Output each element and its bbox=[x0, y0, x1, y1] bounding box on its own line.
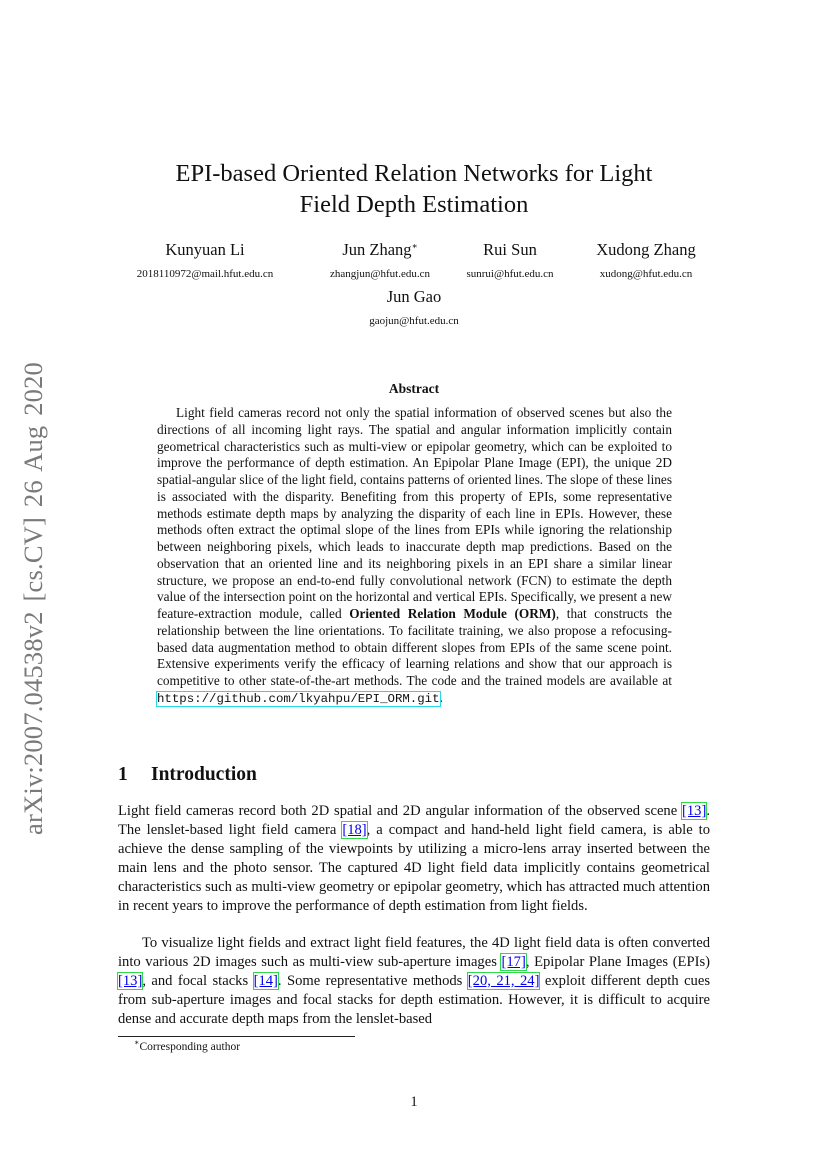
author-name: Kunyuan Li bbox=[165, 240, 245, 259]
abstract-heading: Abstract bbox=[388, 381, 440, 396]
abstract-text: Light field cameras record not only the spatial information of observed scenes but also the directions of all incoming light rays. The spatial and angular information implicitly contain geometrical characteristics such as multi-view or epipolar geometry, which can be exploited to improve the performance of depth estimation. An Epipolar Plane Image (EPI), the unique 2D spatial-angular slice of the light field, contains patterns of oriented lines. The slope of these lines is associated with the disparity. Benefiting from this property of EPIs, some representative methods estimate depth maps by analyzing the disparity of each line in EPIs. However, these methods often extract the optimal slope of the lines from EPIs while ignoring the relationship between neighboring pixels, which leads to inaccurate depth map predictions. Based on the observation that an oriented line and its neighboring pixels in an EPI share a similar linear structure, we propose an end-to-end fully convolutional network (FCN) to estimate the depth value of the intersection point on the horizontal and vertical EPIs. Specifically, we present a new feature-extraction module, called Oriented Relation Module (ORM), that constructs the relationship between the line orientations. To facilitate training, we also propose a refocusing-based data augmentation method to obtain different slopes from EPIs of the same scene point. Extensive experiments verify the efficacy of learning relations and show that our approach is competitive to other state-of-the-art methods. The code and the trained models are available at https://github.com/lkyahpu/EPI_ORM.git. bbox=[157, 405, 672, 706]
author-email: xudong@hfut.edu.cn bbox=[599, 268, 693, 280]
author-email: 2018110972@mail.hfut.edu.cn bbox=[136, 268, 274, 280]
author-block bbox=[129, 240, 281, 281]
corresponding-author-mark: ∗ bbox=[411, 241, 418, 251]
code-repository-link[interactable]: https://github.com/lkyahpu/EPI_ORM.git bbox=[157, 691, 440, 706]
intro-paragraph-2: To visualize light fields and extract light field features, the 4D light field data is often converted into various 2D images such as multi-view sub-aperture images [17], Epipolar Plane Images (EPIs) [13], and focal stacks [14]. Some representative methods [20, 21, 24] exploit different depth cues from sub-aperture images and focal stacks for depth estimation. However, it is difficult to acquire dense and accurate depth maps from the lenslet-based bbox=[118, 935, 711, 1027]
author-block bbox=[354, 287, 474, 328]
title-line-2: Field Depth Estimation bbox=[299, 191, 529, 218]
author-name: Jun Zhang∗ bbox=[342, 240, 418, 259]
paper-title bbox=[118, 158, 710, 220]
citation-link[interactable]: [14] bbox=[253, 972, 278, 989]
arxiv-identifier-stamp: arXiv:2007.04538v2 [cs.CV] 26 Aug 2020 bbox=[18, 361, 48, 835]
footnote bbox=[134, 1040, 240, 1054]
section-heading bbox=[118, 764, 257, 786]
author-block bbox=[455, 240, 565, 281]
author-email: zhangjun@hfut.edu.cn bbox=[330, 268, 430, 280]
author-block bbox=[305, 240, 455, 281]
section-title: Introduction bbox=[151, 764, 257, 785]
page-number: 1 bbox=[410, 1094, 418, 1110]
title-line-1: EPI-based Oriented Relation Networks for Light bbox=[175, 160, 653, 187]
citation-link[interactable]: [13] bbox=[682, 803, 707, 819]
intro-paragraph-1: Light field cameras record both 2D spatial and 2D angular information of the observed scene [13]. The lenslet-based light field camera [18], a compact and hand-held light field camera, is able to achieve the dense sampling of the viewpoints by utilizing a micro-lens array inserted between the main lens and the photo sensor. The captured 4D light field data implicitly contains geometrical characteristics such as multi-view geometry or epipolar geometry, which has attracted much attention in recent years to improve the performance of depth estimation from light fields. bbox=[118, 803, 710, 914]
citation-link[interactable]: [17] bbox=[501, 953, 526, 970]
citation-link[interactable]: [20, 21, 24] bbox=[467, 972, 540, 989]
author-block bbox=[585, 240, 707, 281]
author-email: sunrui@hfut.edu.cn bbox=[466, 268, 554, 280]
author-email: gaojun@hfut.edu.cn bbox=[369, 315, 459, 327]
author-name: Jun Gao bbox=[386, 287, 442, 306]
citation-link[interactable]: [13] bbox=[118, 972, 143, 989]
author-name: Xudong Zhang bbox=[596, 240, 696, 259]
footnote-mark: ∗ bbox=[134, 1038, 140, 1047]
footnote-text: Corresponding author bbox=[139, 1041, 241, 1053]
citation-link[interactable]: [18] bbox=[342, 821, 367, 838]
section-number: 1 bbox=[118, 764, 128, 785]
bold-term: Oriented Relation Module (ORM) bbox=[349, 606, 556, 621]
footnote-divider bbox=[118, 1036, 355, 1037]
author-name: Rui Sun bbox=[483, 240, 537, 259]
